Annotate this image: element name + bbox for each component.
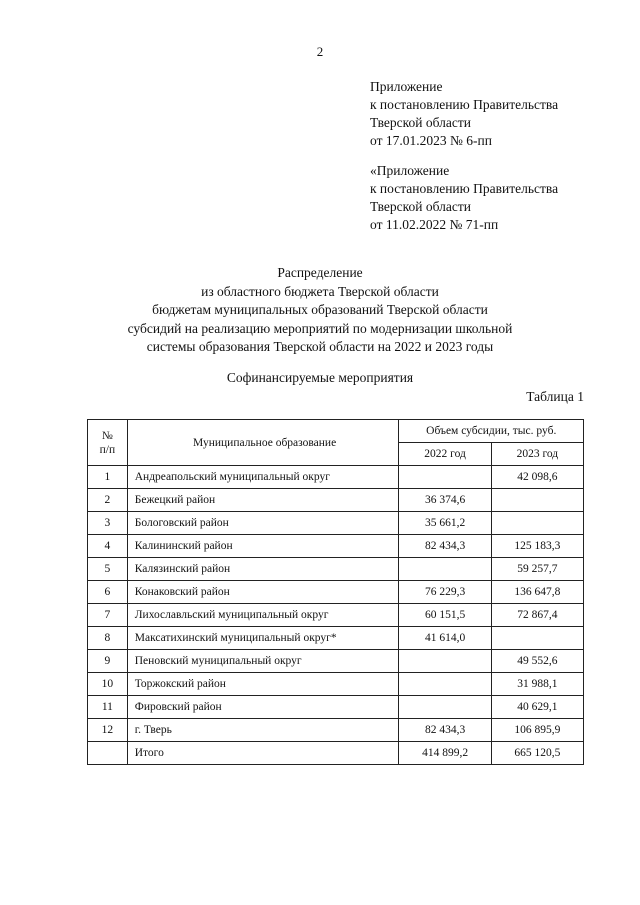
row-municipality: Бежецкий район [127,489,399,512]
row-municipality: Калининский район [127,535,399,558]
row-value-2023: 136 647,8 [491,581,583,604]
table-row [88,696,584,719]
appendix-line: к постановлению Правительства [370,97,559,112]
table-row [88,673,584,696]
row-number: 3 [88,512,128,535]
row-value-2023: 72 867,4 [491,604,583,627]
appendix-line: Тверской области [370,199,471,214]
table-header-row [88,420,584,443]
total-row [88,742,584,765]
row-number: 11 [88,696,128,719]
document-title [0,264,640,357]
appendix-line: Тверской области [370,115,471,130]
appendix-line: к постановлению Правительства [370,181,559,196]
row-municipality: Итого [127,742,399,765]
row-value-2023: 42 098,6 [491,466,583,489]
title-line: Распределение [277,265,363,280]
row-number: 2 [88,489,128,512]
row-value-2022: 82 434,3 [399,535,491,558]
table-row [88,604,584,627]
row-value-2023 [491,627,583,650]
table-row [88,719,584,742]
title-line: из областного бюджета Тверской области [201,283,439,299]
title-line: системы образования Тверской области на 2022 и 2023 годы [146,339,494,354]
row-value-2022 [399,558,491,581]
table-row [88,489,584,512]
subtitle: Софинансируемые мероприятия [226,370,414,385]
header-year-2023: 2023 год [491,443,583,466]
appendix-current [370,78,558,150]
row-value-2022 [399,673,491,696]
row-value-2023: 106 895,9 [491,719,583,742]
header-number [88,420,128,466]
row-value-2023: 40 629,1 [491,696,583,719]
row-value-2023 [491,489,583,512]
row-value-2022: 60 151,5 [399,604,491,627]
title-line: бюджетам муниципальных образований Тверской области [152,302,488,317]
page-number: 2 [316,44,324,59]
appendix-line: от 17.01.2023 № 6-пп [370,133,492,148]
table-row [88,650,584,673]
appendix-line: «Приложение [370,163,450,178]
table-label: Таблица 1 [526,389,584,404]
table-row [88,581,584,604]
appendix-previous [370,162,558,234]
row-number [88,742,128,765]
subsidy-table [87,419,584,765]
row-number: 12 [88,719,128,742]
row-municipality: Торжокский район [127,673,399,696]
header-number-line1: № [101,429,113,442]
header-municipality: Муниципальное образование [127,420,399,466]
row-number: 5 [88,558,128,581]
header-subsidy-volume: Объем субсидии, тыс. руб. [399,420,584,443]
row-value-2023: 49 552,6 [491,650,583,673]
row-municipality: г. Тверь [127,719,399,742]
appendix-line: Приложение [370,79,443,94]
row-number: 7 [88,604,128,627]
header-year-2022: 2022 год [399,443,491,466]
row-value-2022 [399,696,491,719]
row-value-2022 [399,466,491,489]
row-municipality: Фировский район [127,696,399,719]
row-municipality: Лихославльский муниципальный округ [127,604,399,627]
row-value-2022: 76 229,3 [399,581,491,604]
row-value-2023 [491,512,583,535]
row-value-2023: 125 183,3 [491,535,583,558]
row-value-2023: 31 988,1 [491,673,583,696]
table-row [88,627,584,650]
row-number: 9 [88,650,128,673]
header-number-line2: п/п [99,443,116,456]
table-body [88,466,584,765]
row-municipality: Калязинский район [127,558,399,581]
table-row [88,512,584,535]
row-number: 6 [88,581,128,604]
table-row [88,466,584,489]
row-municipality: Максатихинский муниципальный округ* [127,627,399,650]
row-value-2023: 59 257,7 [491,558,583,581]
row-value-2022: 414 899,2 [399,742,491,765]
row-municipality: Пеновский муниципальный округ [127,650,399,673]
row-value-2022: 82 434,3 [399,719,491,742]
row-municipality: Бологовский район [127,512,399,535]
row-value-2022: 35 661,2 [399,512,491,535]
table-row [88,535,584,558]
row-value-2023: 665 120,5 [491,742,583,765]
table-row [88,558,584,581]
row-municipality: Конаковский район [127,581,399,604]
appendix-line: от 11.02.2022 № 71-пп [370,217,499,232]
row-value-2022: 36 374,6 [399,489,491,512]
row-number: 4 [88,535,128,558]
row-number: 8 [88,627,128,650]
row-value-2022 [399,650,491,673]
title-line: субсидий на реализацию мероприятий по модернизации школьной [127,320,513,336]
row-municipality: Андреапольский муниципальный округ [127,466,399,489]
row-value-2022: 41 614,0 [399,627,491,650]
row-number: 1 [88,466,128,489]
row-number: 10 [88,673,128,696]
